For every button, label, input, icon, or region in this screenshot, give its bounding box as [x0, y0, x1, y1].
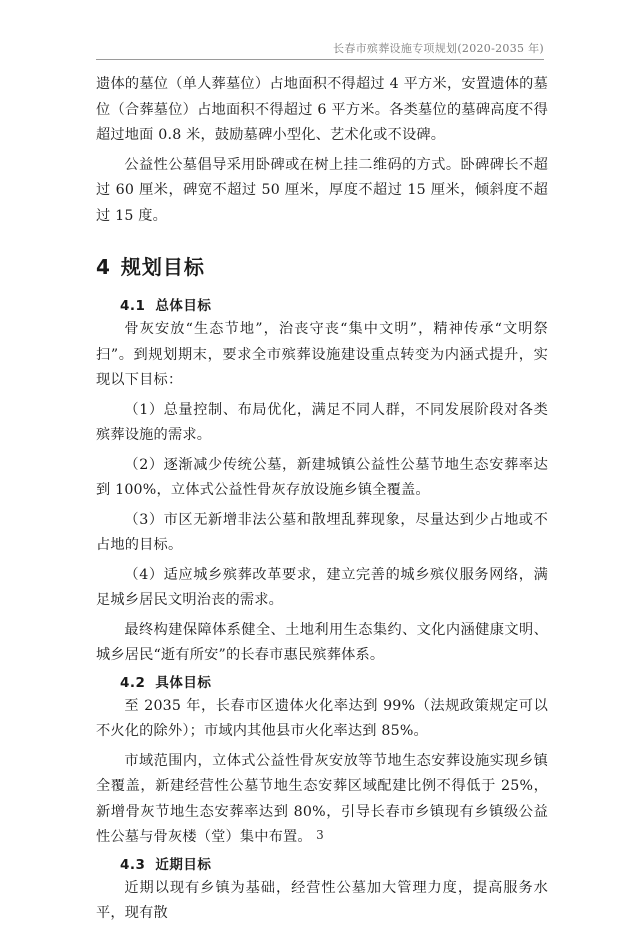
- paragraph-tombstone: 公益性公墓倡导采用卧碑或在树上挂二维码的方式。卧碑碑长不超过 60 厘米，碑宽不超过 50 厘米，厚度不超过 15 厘米，倾斜度不超过 15 度。: [96, 156, 548, 224]
- running-header: 长春市殡葬设施专项规划(2020-2035 年): [333, 42, 544, 55]
- subsection-number: 4.3: [120, 856, 146, 873]
- subsection-heading-4-2: [120, 671, 548, 691]
- section-title: 规划目标: [120, 255, 205, 279]
- paragraph-goal-1: （1）总量控制、布局优化，满足不同人群，不同发展阶段对各类殡葬设施的需求。: [96, 401, 548, 443]
- paragraph-near-term: 近期以现有乡镇为基础，经营性公墓加大管理力度，提高服务水平，现有散: [96, 879, 548, 921]
- subsection-heading-4-1: [120, 294, 548, 314]
- paragraph-goal-4: （4）适应城乡殡葬改革要求，建立完善的城乡殡仪服务网络，满足城乡居民文明治丧的需求。: [96, 566, 548, 608]
- paragraph-goal-summary: 最终构建保障体系健全、土地利用生态集约、文化内涵健康文明、城乡居民“逝有所安”的长春市惠民殡葬体系。: [96, 621, 548, 663]
- paragraph-goal-2: （2）逐渐减少传统公墓，新建城镇公益性公墓节地生态安葬率达到 100%，立体式公益性骨灰存放设施乡镇全覆盖。: [96, 456, 548, 498]
- paragraph-cremation-rate: 至 2035 年，长春市区遗体火化率达到 99%（法规政策规定可以不火化的除外）；市域内其他县市火化率达到 85%。: [96, 697, 548, 739]
- paragraph-eco-burial: 市域范围内，立体式公益性骨灰安放等节地生态安葬设施实现乡镇全覆盖，新建经营性公墓节地生态安葬区域配建比例不得低于 25%，新增骨灰节地生态安葬率达到 80%，引导长春市乡镇现有乡镇级公益性公墓与骨灰楼（堂）集中布置。: [96, 752, 548, 845]
- subsection-number: 4.1: [120, 298, 146, 314]
- subsection-number: 4.2: [120, 674, 146, 691]
- page-body: [96, 72, 548, 927]
- subsection-title: 近期目标: [155, 856, 212, 873]
- header-rule: [96, 59, 544, 60]
- page-number: 3: [316, 828, 324, 842]
- paragraph-burial-area: 遗体的墓位（单人葬墓位）占地面积不得超过 4 平方米，安置遗体的墓位（合葬墓位）占地面积不得超过 6 平方米。各类墓位的墓碑高度不得超过地面 0.8 米，鼓励墓碑小型化、艺术化或不设碑。: [96, 76, 548, 143]
- subsection-heading-4-3: [120, 853, 548, 873]
- paragraph-overall-intro: 骨灰安放“生态节地”，治丧守丧“集中文明”，精神传承“文明祭扫”。到规划期末，要求全市殡葬设施建设重点转变为内涵式提升，实现以下目标：: [96, 321, 548, 388]
- paragraph-goal-3: （3）市区无新增非法公墓和散埋乱葬现象，尽量达到少占地或不占地的目标。: [96, 511, 548, 553]
- subsection-title: 总体目标: [155, 298, 212, 314]
- subsection-title: 具体目标: [155, 674, 212, 691]
- section-heading: [96, 251, 548, 280]
- section-number: 4: [96, 255, 111, 279]
